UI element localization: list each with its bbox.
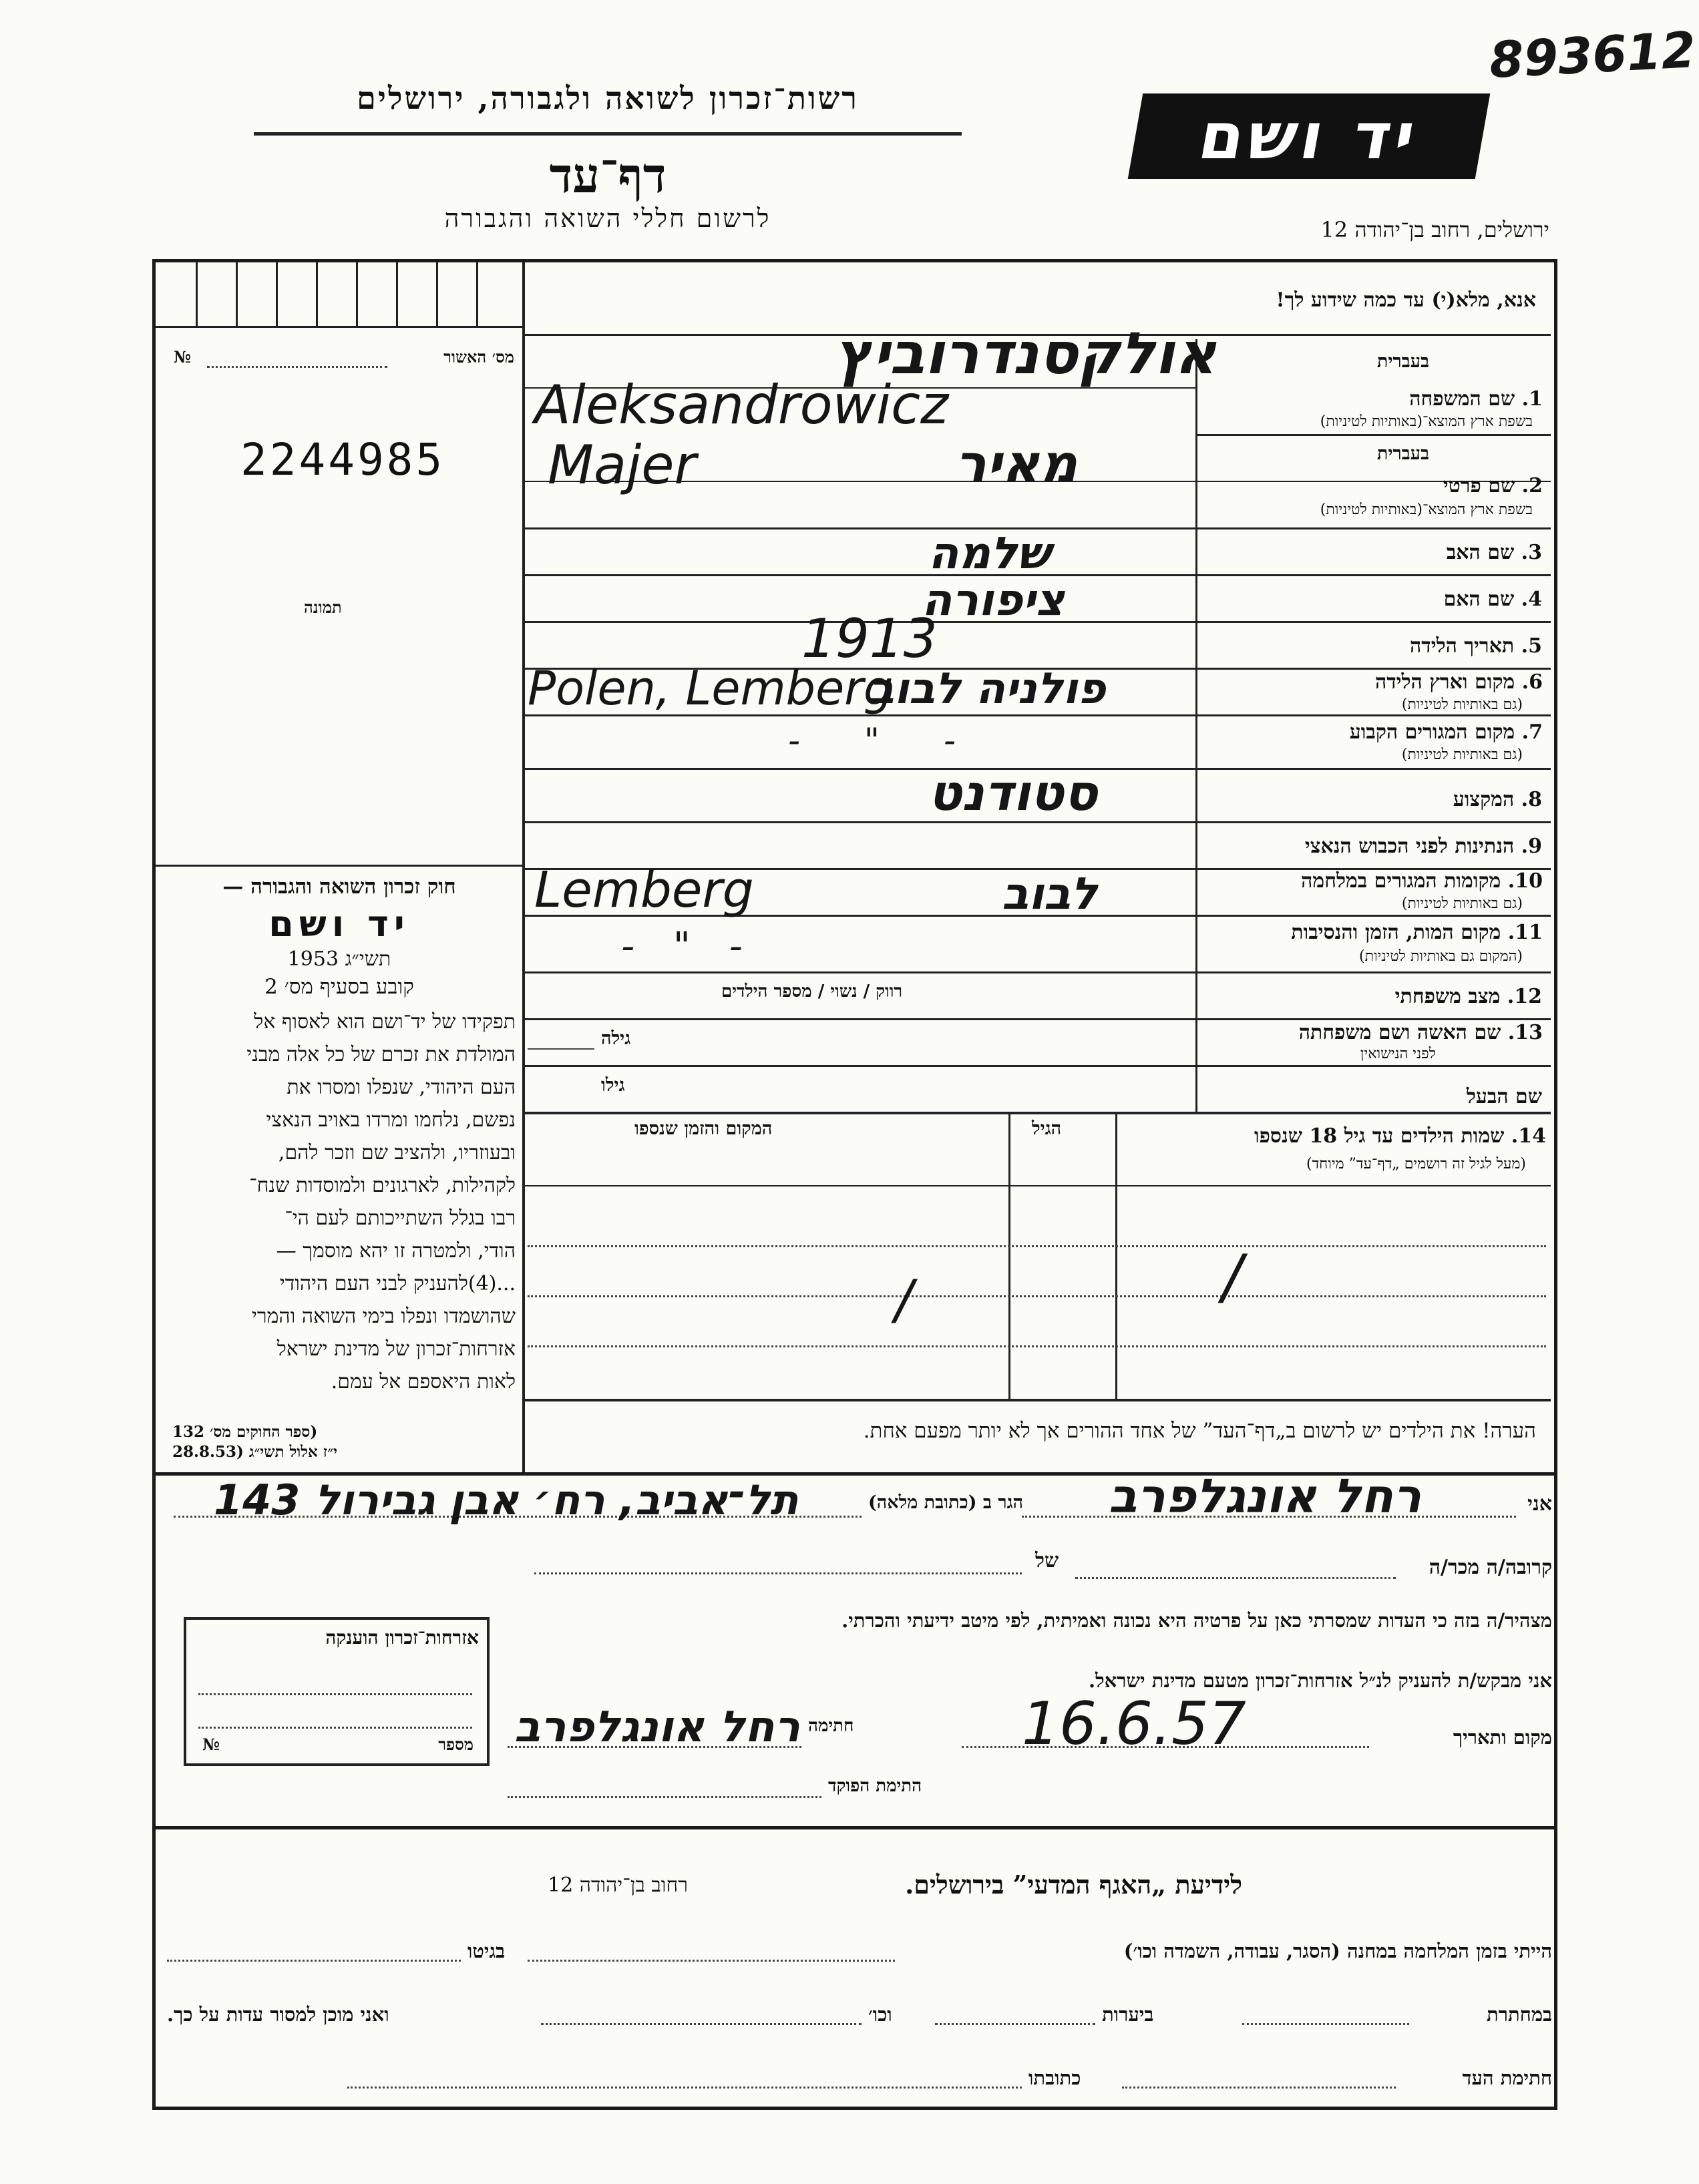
decl-request: אני מבקש/ת להעניק לנ״ל אזרחות־זכרון מטעם מדינת ישראל. (1089, 1669, 1552, 1692)
hw-birthplace-hebrew: פולניה לבוב (868, 664, 1106, 714)
field-14-label: 14. שמות הילדים עד גיל 18 שנספו (1254, 1124, 1546, 1148)
spouse-age-male: גילו (601, 1075, 625, 1096)
citizenship-box (184, 1617, 490, 1766)
citizenship-title: אזרחות־זכרון הוענקה (325, 1626, 479, 1649)
field-2-hint: בשפת ארץ המוצא־(באותיות לטיניות) (1320, 501, 1533, 518)
hw-wartime-hebrew: לבוב (1002, 868, 1098, 919)
field-9-label: 9. הנתינות לפני הכבוש הנאצי (1304, 835, 1542, 858)
hw-given-name-hebrew: מאיר (955, 434, 1078, 494)
footer-etc: וכו׳ (868, 2003, 892, 2026)
col-place-header: המקום והזמן שנספו (634, 1118, 773, 1139)
hebrew-tag-2: בעברית (1376, 443, 1429, 464)
col-age-header: הגיל (1032, 1118, 1062, 1139)
field-13-hint: לפני הנישואין (1360, 1046, 1436, 1062)
spouse-age-female: גילה (601, 1028, 631, 1049)
hebrew-tag-1: בעברית (1376, 351, 1429, 372)
marital-options: רווק / נשוי / מספר הילדים (721, 981, 903, 1002)
hw-birth-date: 1913 (801, 608, 938, 670)
footer-heading-row (534, 1870, 1242, 1903)
field-10-hint: (גם באותיות לטיניות) (1401, 895, 1523, 912)
decl-statement: מצהיר/ה בזה כי העדות שמסרתי כאן על פרטיה היא נכונה ואמיתית, לפי מיטב ידיעתי והכרתי. (841, 1609, 1552, 1632)
law-title: חוק זכרון השואה והגבורה — (222, 875, 456, 899)
field-1-hint: בשפת ארץ המוצא־(באותיות לטיניות) (1320, 413, 1533, 430)
code-boxes (156, 262, 522, 328)
footer-witness-address: כתובתו (1028, 2066, 1081, 2089)
field-8-label: 8. המקצוע (1453, 788, 1542, 811)
stamp-number: 2244985 (240, 434, 445, 485)
yad-vashem-logo (1128, 93, 1491, 179)
law-section: קובע בסעיף מס׳ 2 (264, 975, 414, 999)
field-14-hint: (מעל לגיל זה רושמים „דף־עד” מיוחד) (1306, 1156, 1526, 1172)
approval-label: מס׳ האשור (443, 347, 514, 367)
photo-label: תמונה (304, 598, 342, 617)
decl-i: אני (1527, 1492, 1552, 1516)
husband-label: שם הבעל (1466, 1085, 1542, 1108)
left-column-divider (522, 262, 525, 1472)
hw-family-name-latin: Aleksandrowicz (534, 374, 949, 436)
footer-underground: במחתרת (1487, 2003, 1552, 2026)
hw-father-name: שלמה (928, 527, 1051, 579)
approval-row (167, 347, 514, 374)
field-7-label: 7. מקום המגורים הקבוע (1349, 720, 1543, 744)
field-3-label: 3. שם האב (1446, 541, 1542, 564)
hw-children-mark-2: / (895, 1269, 913, 1331)
field-birthplace[interactable] (1195, 668, 1543, 714)
logo-text: יד ושם (1193, 99, 1425, 174)
field-given-name[interactable] (1195, 435, 1543, 527)
field-residence[interactable] (1195, 718, 1543, 768)
hw-given-name-latin: Majer (548, 434, 697, 496)
field-13-label: 13. שם האשה ושם משפחתה (1298, 1021, 1543, 1044)
field-4-label: 4. שם האם (1443, 588, 1542, 611)
law-ref: (ספר החוקים מס׳ 132 י״ז אלול תשי״ג (28.8.53 (172, 1423, 337, 1461)
authority-line: רשות־זכרון לשואה ולגבורה, ירושלים (357, 80, 859, 116)
field-2-label: 2. שם פרטי (1443, 474, 1543, 497)
instruction-text: אנא, מלא(י) עד כמה שידוע לך! (1276, 288, 1536, 312)
field-family-name[interactable] (1195, 339, 1543, 433)
law-body: תפקידו של יד־ושם הוא לאסוף אל המולדת את זכרם של כל אלה מבני העם היהודי, שנפלו ומסרו את נפשם, נלחמו ומרדו באויב הנאצי ובעוזריו, ולהציב שם וזכר להם, לקהילות, לארגונים ולמוסדות שנח־ רבו בגלל השתייכותם לעם הי־ הודי, ולמטרה זו יהא מוסמך — ...(4)להעניק לבני העם היהודי שהושמדו ונפלו בימי השואה והמרי אזרחות־זכרון של מדינת ישראל לאות היאספם אל עמם. (246, 1010, 516, 1393)
field-children[interactable] (1119, 1115, 1546, 1188)
hw-signature: רחל אונגלפרב (514, 1703, 801, 1752)
decl-place-date: מקום ותאריך (1453, 1726, 1552, 1749)
field-spouse[interactable] (1195, 1018, 1543, 1065)
footer-witness: חתימת העד (1462, 2066, 1552, 2089)
footer-box (152, 1826, 1557, 2110)
citizenship-number: מספר (438, 1735, 474, 1754)
law-block (159, 875, 520, 1462)
header-rule (254, 132, 962, 136)
field-death-place[interactable] (1195, 918, 1543, 971)
hw-death-place: - " - (621, 925, 756, 968)
hw-declarant-name: רחל אונגלפרב (1109, 1469, 1422, 1524)
field-6-label: 6. מקום וארץ הלידה (1374, 670, 1543, 694)
footer-camp: הייתי בזמן המלחמה במחנה (הסגר, עבודה, השמדה וכו׳) (1123, 1940, 1552, 1962)
decl-relative: קרובה/ה מכר/ה (1429, 1556, 1552, 1579)
archive-number: 893612 (1487, 21, 1697, 90)
citizenship-no-mark: № (202, 1735, 220, 1754)
field-6-hint: (גם באותיות לטיניות) (1401, 696, 1523, 713)
decl-resides: הגר ב (כתובת מלאה) (868, 1492, 1024, 1513)
header-address: ירושלים, רחוב בן־יהודה 12 (1320, 217, 1549, 242)
field-7-hint: (גם באותיות לטיניות) (1401, 746, 1523, 763)
hw-mother-name: ציפורה (922, 574, 1065, 626)
law-year: תשי״ג 1953 (287, 947, 391, 971)
field-5-label: 5. תאריך הלידה (1410, 634, 1542, 658)
field-11-label: 11. מקום המות, הזמן והנסיבות (1291, 921, 1543, 944)
field-wartime-residence[interactable] (1195, 868, 1543, 915)
field-11-hint: (המקום גם באותיות לטיניות) (1359, 948, 1523, 965)
hw-children-mark: / (1222, 1242, 1243, 1312)
footer-ready: ואני מוכן למסור עדות על כך. (167, 2003, 389, 2026)
hw-birthplace-latin: Polen, Lemberg (528, 661, 894, 716)
hw-profession: סטודנט (928, 765, 1098, 822)
footer-forests: ביערות (1102, 2003, 1154, 2026)
field-10-label: 10. מקומות המגורים במלחמה (1301, 869, 1543, 893)
approval-no-mark: № (174, 347, 192, 367)
form-subtitle: לרשום חללי השואה והגבורה (444, 204, 771, 233)
hw-wartime-latin: Lemberg (534, 861, 754, 919)
decl-signature: חתימה (808, 1716, 854, 1736)
hw-date: 16.6.57 (1022, 1689, 1246, 1758)
decl-of: של (1035, 1549, 1059, 1572)
hw-family-name-hebrew: אולקסנדרוביץ (835, 320, 1217, 387)
note-text: הערה! את הילדים יש לרשום ב„דף־העד” של אחד ההורים אך לא יותר מפעם אחת. (863, 1419, 1536, 1443)
footer-heading: לידיעת „האגף המדעי” בירושלים. (905, 1870, 1242, 1900)
hw-declarant-address: תל־אביב, רח׳ אבן גבירול 143 (214, 1476, 799, 1524)
form-title: דף־עד (549, 147, 667, 204)
footer-address: רחוב בן־יהודה 12 (548, 1874, 688, 1897)
footer-ghetto: בגיטו (467, 1940, 506, 1962)
field-1-label: 1. שם המשפחה (1409, 387, 1543, 411)
field-12-label: 12. מצב משפחתי (1394, 985, 1542, 1008)
hw-residence: - " - (788, 721, 982, 760)
decl-officer: התימת הפוקד (828, 1776, 922, 1796)
law-logo: יד ושם (268, 903, 410, 945)
